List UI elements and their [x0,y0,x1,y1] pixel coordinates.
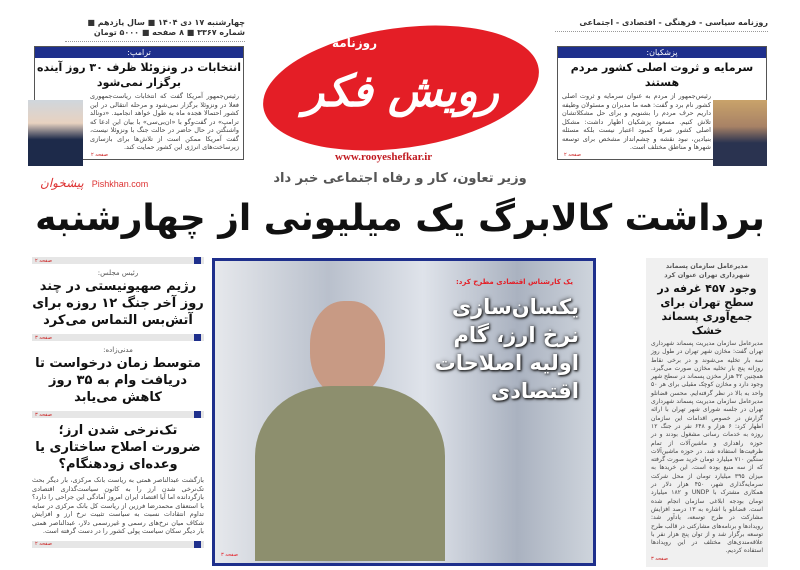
kicker: مدنی‌زاده: [103,346,133,354]
body: بازگشت عبدالناصر همتی به ریاست بانک مرکزی، بار دیگر بحث تک‌نرخی شدن ارز را به کانون سیاست‌گذاری اقتصادی بازگردانده اما آیا اقتصاد ایران امروز آمادگی این جراحی را دارد؟ با استعفای محمدرضا فرزین از ریاست کل بانک مرکزی در سایه تداوم انتقادات نسبت به سیاست تثبیت نرخ ارز و افزایش شکاف میان نرخ‌های رسمی و غیررسمی دلار، عبدالناصر همتی بار دیگر سکان سیاست پولی کشور را در دست گرفته است. [32,476,204,535]
main-photo-story[interactable] [212,258,596,566]
left-column [32,257,204,548]
logo-text: رویش فکر [303,66,499,117]
page-ref: صفحه ۲ [35,257,52,264]
kicker: ترامپ: [35,47,243,58]
issue-line: چهارشنبه ۱۷ دی ۱۴۰۴ ■ سال یازدهم ■ شماره ۳۳۶۷ ■ ۸ صفحه ■ ۵۰۰۰ تومان [65,18,245,42]
kicker: رئیس مجلس: [97,269,139,277]
section-separator [32,334,204,341]
watermark [40,176,148,190]
page-ref: صفحه ۳ [35,411,52,418]
headline: تک‌نرخی شدن ارز؛ ضرورت اصلاح ساختاری یا وعده‌ای زودهنگام؟ [35,423,201,472]
logo[interactable] [262,28,540,148]
story-3[interactable] [32,418,204,541]
main-headline[interactable]: برداشت کالابرگ یک میلیونی از چهارشنبه [35,198,765,239]
body: مدیرعامل سازمان مدیریت پسماند شهرداری تهران گفت: مخازن شهر تهران در طول روز سه بار تخلیه می‌شوند و در برخی نقاط روزانه پنج بار تخلیه مخازن صورت می‌گیرد. همچنین ۴۲ هزار مخزن پسماند در سطح شهر وجود دارد و مخازن کوچک مقیلی برای هر ۵۰ واحد به بالا در نظر گرفته‌ایم. محسن قضانلو مدیرعامل سازمان مدیریت پسماند شهرداری تهران در جلسه شورای شهر تهران با ارائه گزارش در خصوص اقدامات این سازمان اظهار کرد: ۶ هزار و ۶۴۸ نفر در جنگ ۱۲ روزه به خدمات رسانی مشغول بودند و در حوزه راهداری و ماشین‌آلات از تمام ظرفیت‌ها استفاده شد. در حوزه ماشین‌آلات سنگین ۷۱۰ میلیارد تومان خرید صورت گرفته که از سه منبع بوده است. این خریدها به میزان ۳۹۵ میلیارد تومان از محل شرکت سرمایه‌گذاری شهر، ۴۵۰ هزار دلار در همکاری مشترک با UNDP و ۱۸۲ میلیارد تومان بودجه ابلاغی سازمان انجام شده است. قضانلو با اشاره به ۱۳ درصد افزایش مشارکت در طرح توسعه، یادآور شد: رویدادها و برنامه‌های مشارکتی در قالب طرح توسعه برگزار شد و از توان پنج هزار نفر با علاقه‌مندی‌های مختلف در این رویدادها استفاده کردیم. [651,340,764,555]
headline: متوسط زمان درخواست تا دریافت وام به ۳۵ روز کاهش می‌یابد [35,356,201,405]
section-separator [32,411,204,418]
person-photo [255,291,425,561]
headline: وجود ۴۵۷ غرفه در سطح تهران برای جمع‌آوری پسماند خشک [657,282,757,337]
page-ref: صفحه ۲ [91,151,108,158]
trump-photo [28,100,83,166]
headline: انتخابات در ونزوئلا ظرف ۳۰ روز آینده برگزار نمی‌شود [36,61,241,89]
kicker: پزشکیان: [558,47,766,58]
page-ref: صفحه ۳ [35,334,52,341]
watermark-fa: پیشخوان [40,176,84,190]
story-2[interactable] [32,341,204,411]
pezeshkian-photo [713,100,767,166]
logo-small: روزنامه [332,36,377,50]
tagline: روزنامه سیاسی - فرهنگی - اقتصادی - اجتماعی [555,18,768,32]
square-marker-icon [194,257,201,264]
photo-kicker: یک کارشناس اقتصادی مطرح کرد: [455,278,573,286]
story-1[interactable] [32,264,204,334]
square-marker-icon [194,334,201,341]
kicker: مدیرعامل سازمان پسماند شهرداری تهران عنوان کرد [664,262,750,279]
page-ref: صفحه ۳ [651,555,668,562]
body: رئیس‌جمهور از مردم به عنوان سرمایه و ثروت اصلی کشور نام برد و گفت: همه ما مدیران و مسئولان وظیفه داریم حرف مردم را بشنویم و برای حل مشکلاتشان تلاش کنیم. مسعود پزشکیان اظهار داشت: مشکل اصلی کشور صرفا کمبود اعتبار نیست بلکه مسئله بنیادین، نبود نقشه و چشم‌انداز مشخص برای توسعه شهرها و مناطق مختلف است. [562,92,711,151]
page-ref: صفحه ۳ [221,552,238,558]
photo-headline: یکسان‌سازی نرخ ارز، گام اولیه اصلاحات اقتصادی [434,295,579,403]
section-separator [32,257,204,264]
page-ref: صفحه ۲ [564,151,581,158]
square-marker-icon [194,541,201,548]
headline: رژیم صهیونیستی در چند روز آخر جنگ ۱۲ روزه برای آتش‌بس التماس می‌کرد [32,279,204,328]
section-separator [32,541,204,548]
watermark-en: Pishkhan.com [91,179,149,189]
headline: سرمایه و ثروت اصلی کشور مردم هستند [570,61,754,89]
body: رئیس‌جمهور آمریکا گفت که انتخابات ریاست‌جمهوری فعلا در ونزوئلا برگزار نمی‌شود و مرحله انتقالی در این کشور احتمالا هجده ماه به طول خواهد انجامید. «دونالد ترامپ» در گفت‌وگو با «ان‌بی‌سی» با بیان این ادعا که واشنگتن در حال حاضر در حالت جنگ با ونزوئلا نیست، گفت آمریکا ممکن است از تلاش‌ها برای بازسازی زیرساخت‌های انرژی این کشور حمایت کند. [90,92,239,151]
page-ref: صفحه ۲ [35,541,52,547]
main-subtitle: وزیر تعاون، کار و رفاه اجتماعی خبر داد [273,171,527,186]
website-url[interactable]: www.rooyeshefkar.ir [335,151,433,163]
square-marker-icon [194,411,201,418]
right-column-story[interactable] [646,258,768,567]
